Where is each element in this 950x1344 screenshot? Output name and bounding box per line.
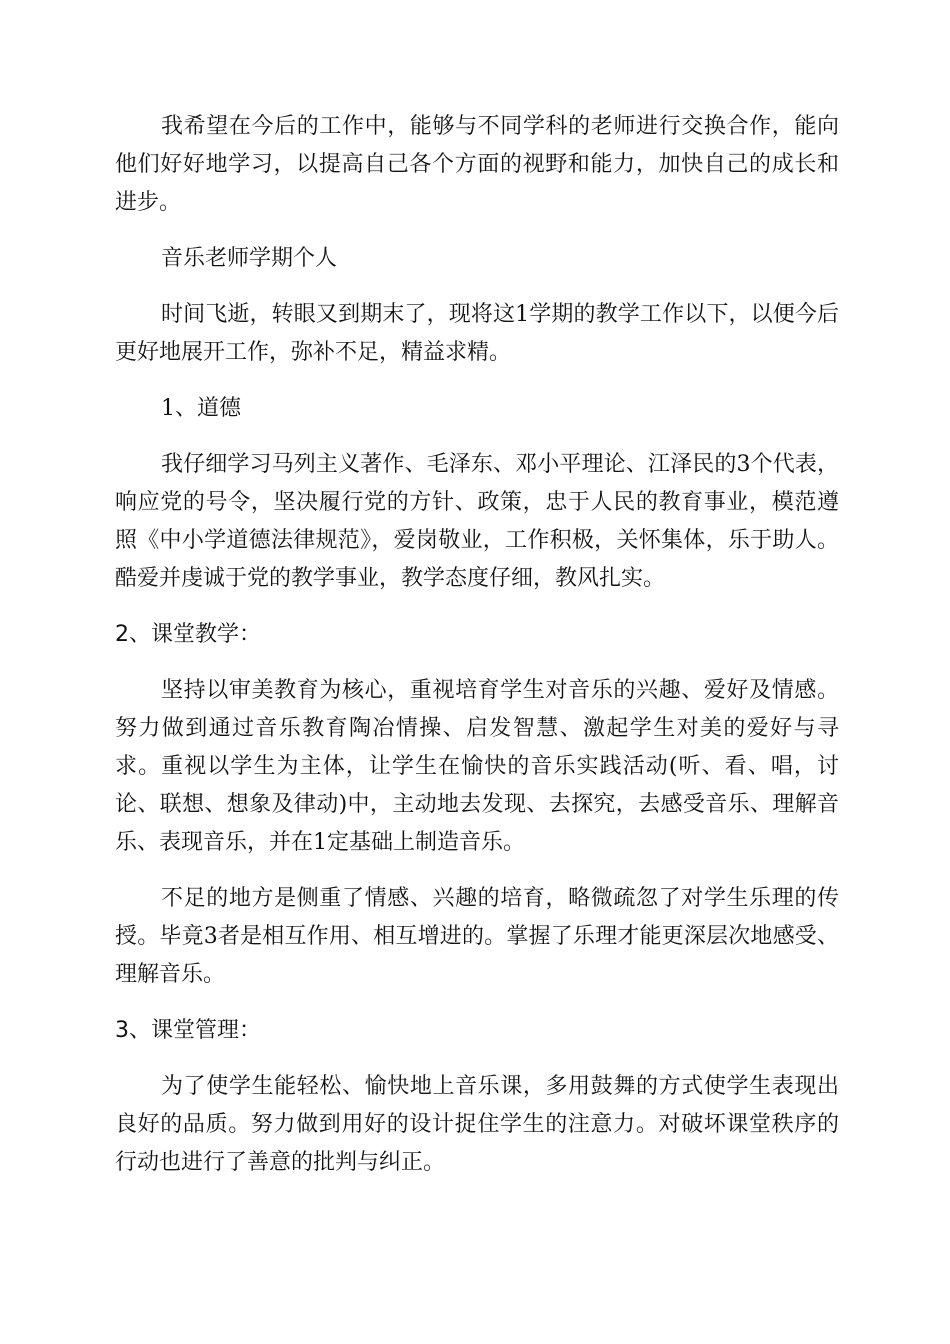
paragraph-shortcomings: 不足的地方是侧重了情感、兴趣的培育，略微疏忽了对学生乐理的传授。毕竟3者是相互作用、相互增进的。掌握了乐理才能更深层次地感受、理解音乐。 (115, 886, 839, 987)
document-body (115, 108, 839, 1200)
paragraph-morality: 我仔细学习马列主义著作、毛泽东、邓小平理论、江泽民的3个代表，响应党的号令，坚决履行党的方针、政策，忠于人民的教育事业，模范遵照《中小学道德法律规范》，爱岗敬业，工作积极，关怀集体，乐于助人。酷爱并虔诚于党的教学事业，教学态度仔细，教风扎实。 (115, 452, 839, 591)
section-heading-classroom-management: 3、课堂管理： (115, 1018, 261, 1043)
section-heading-morality: 1、道德 (161, 396, 241, 421)
document-title: 音乐老师学期个人 (161, 246, 338, 271)
paragraph-intro: 时间飞逝，转眼又到期末了，现将这1学期的教学工作以下，以便今后更好地展开工作，弥补不足，精益求精。 (115, 302, 839, 365)
paragraph-teaching: 坚持以审美教育为核心，重视培育学生对音乐的兴趣、爱好及情感。努力做到通过音乐教育陶冶情操、启发智慧、激起学生对美的爱好与寻求。重视以学生为主体，让学生在愉快的音乐实践活动(听、看、唱，讨论、联想、想象及律动)中，主动地去发现、去探究，去感受音乐、理解音乐、表现音乐，并在1定基础上制造音乐。 (115, 678, 839, 855)
section-heading-classroom-teaching: 2、课堂教学： (115, 622, 261, 647)
paragraph-management: 为了使学生能轻松、愉快地上音乐课，多用鼓舞的方式使学生表现出良好的品质。努力做到用好的设计捉住学生的注意力。对破坏课堂秩序的行动也进行了善意的批判与纠正。 (115, 1074, 839, 1175)
paragraph-cooperation: 我希望在今后的工作中，能够与不同学科的老师进行交换合作，能向他们好好地学习，以提高自己各个方面的视野和能力，加快自己的成长和进步。 (115, 114, 839, 215)
